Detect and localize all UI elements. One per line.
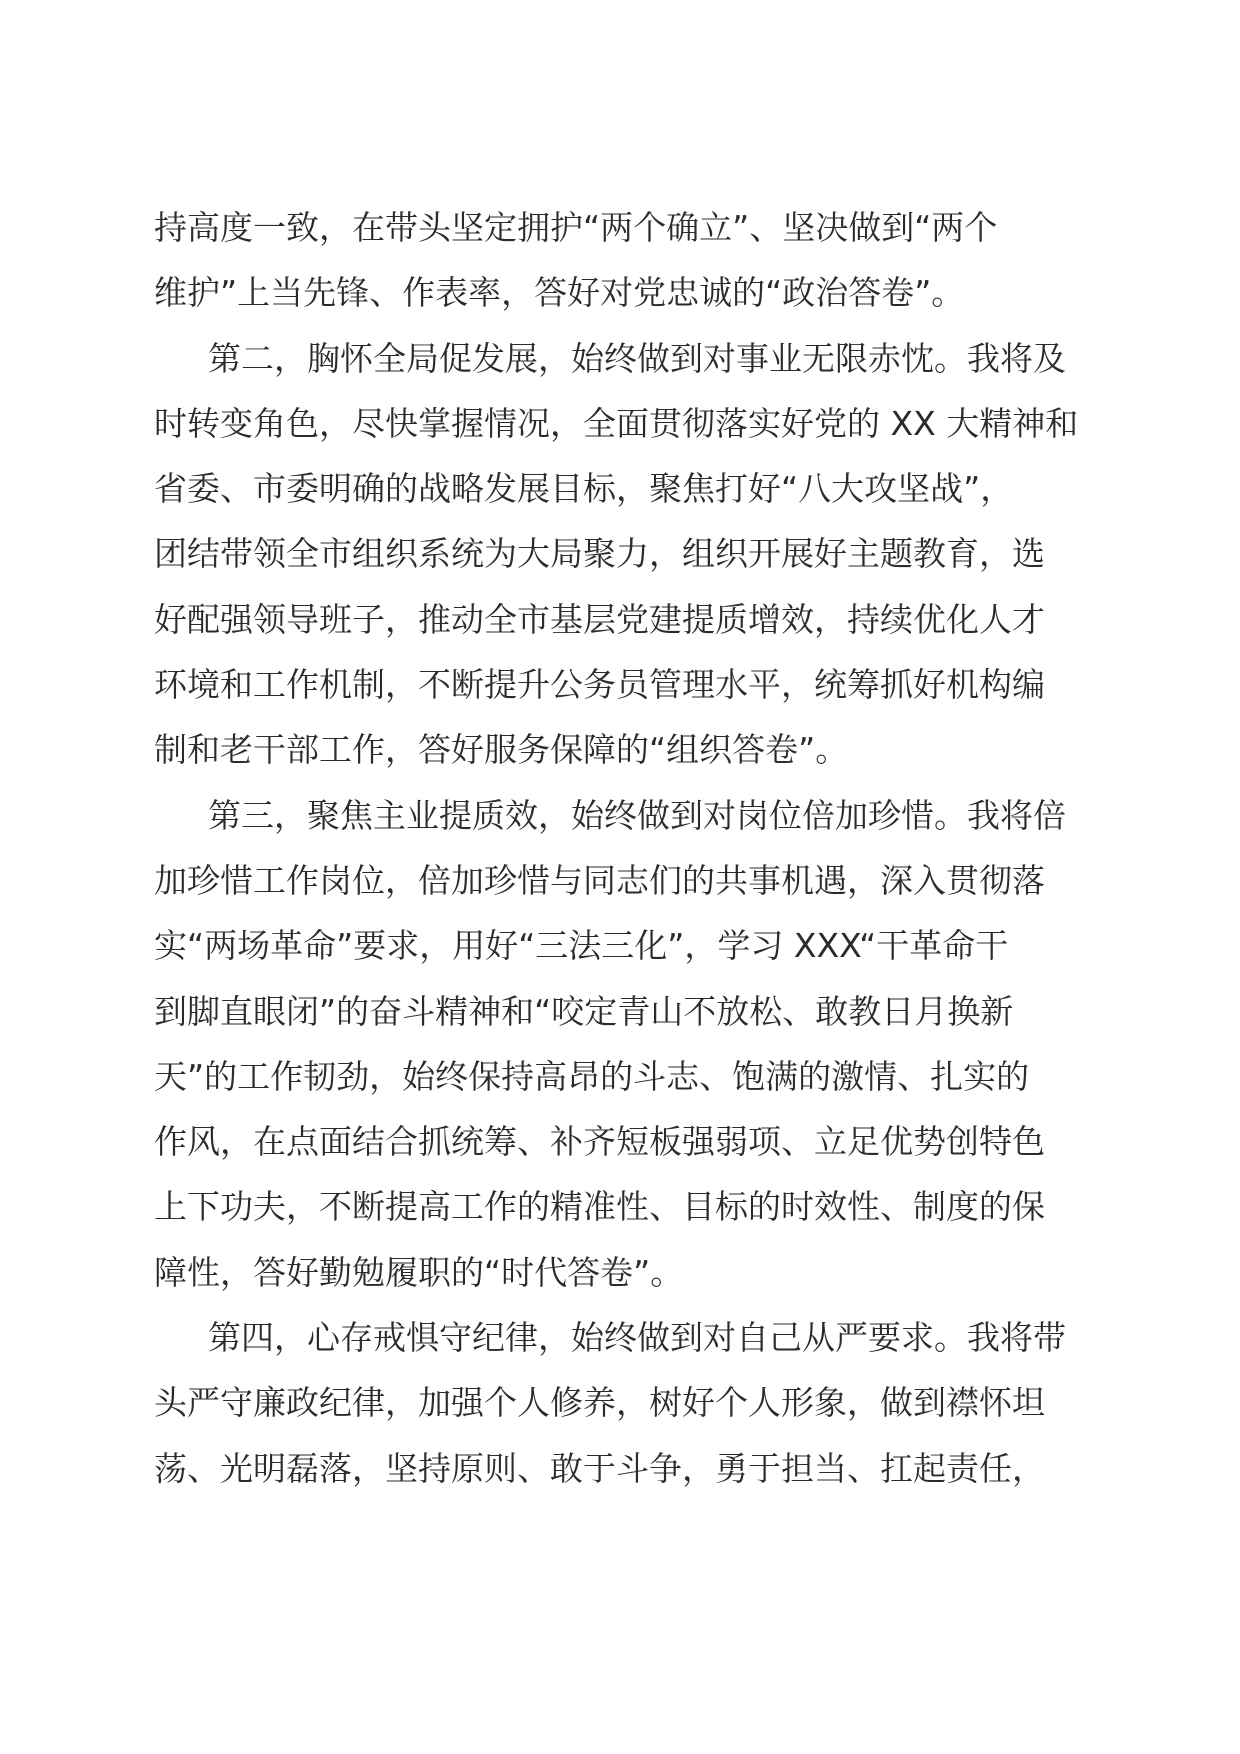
text-line: 团结带领全市组织系统为大局聚力，组织开展好主题教育，选 — [154, 534, 1045, 574]
text-line: 省委、市委明确的战略发展目标，聚焦打好“八大攻坚战”， — [154, 469, 1014, 509]
text-line: 环境和工作机制，不断提升公务员管理水平，统筹抓好机构编 — [154, 665, 1045, 705]
text-line: 时转变角色，尽快掌握情况，全面贯彻落实好党的 XX 大精神和 — [154, 403, 1079, 443]
text-line: 头严守廉政纪律，加强个人修养，树好个人形象，做到襟怀坦 — [154, 1383, 1045, 1423]
text-line: 天”的工作韧劲，始终保持高昂的斗志、饱满的激情、扎实的 — [154, 1056, 1030, 1096]
text-line: 实“两场革命”要求，用好“三法三化”，学习 XXX“干革命干 — [154, 926, 1009, 966]
text-line: 到脚直眼闭”的奋斗精神和“咬定青山不放松、敢教日月换新 — [154, 991, 1014, 1031]
text-line: 制和老干部工作，答好服务保障的“组织答卷”。 — [154, 730, 849, 770]
text-line: 障性，答好勤勉履职的“时代答卷”。 — [154, 1252, 684, 1292]
paragraph-start-line: 第三，聚焦主业提质效，始终做到对岗位倍加珍惜。我将倍 — [208, 795, 1066, 835]
text-line: 持高度一致，在带头坚定拥护“两个确立”、坚决做到“两个 — [154, 208, 998, 247]
text-line: 上下功夫，不断提高工作的精准性、目标的时效性、制度的保 — [154, 1187, 1045, 1227]
paragraph-start-line: 第二，胸怀全局促发展，始终做到对事业无限赤忱。我将及 — [208, 338, 1066, 378]
text-line: 好配强领导班子，推动全市基层党建提质增效，持续优化人才 — [154, 599, 1045, 639]
paragraph-start-line: 第四，心存戒惧守纪律，始终做到对自己从严要求。我将带 — [208, 1318, 1066, 1358]
text-line: 加珍惜工作岗位，倍加珍惜与同志们的共事机遇，深入贯彻落 — [154, 860, 1045, 900]
text-line: 作风，在点面结合抓统筹、补齐短板强弱项、立足优势创特色 — [154, 1122, 1045, 1162]
text-line: 荡、光明磊落，坚持原则、敢于斗争，勇于担当、扛起责任， — [154, 1448, 1045, 1488]
document-body — [154, 195, 1094, 1501]
text-line: 维护”上当先锋、作表率，答好对党忠诚的“政治答卷”。 — [154, 273, 965, 313]
